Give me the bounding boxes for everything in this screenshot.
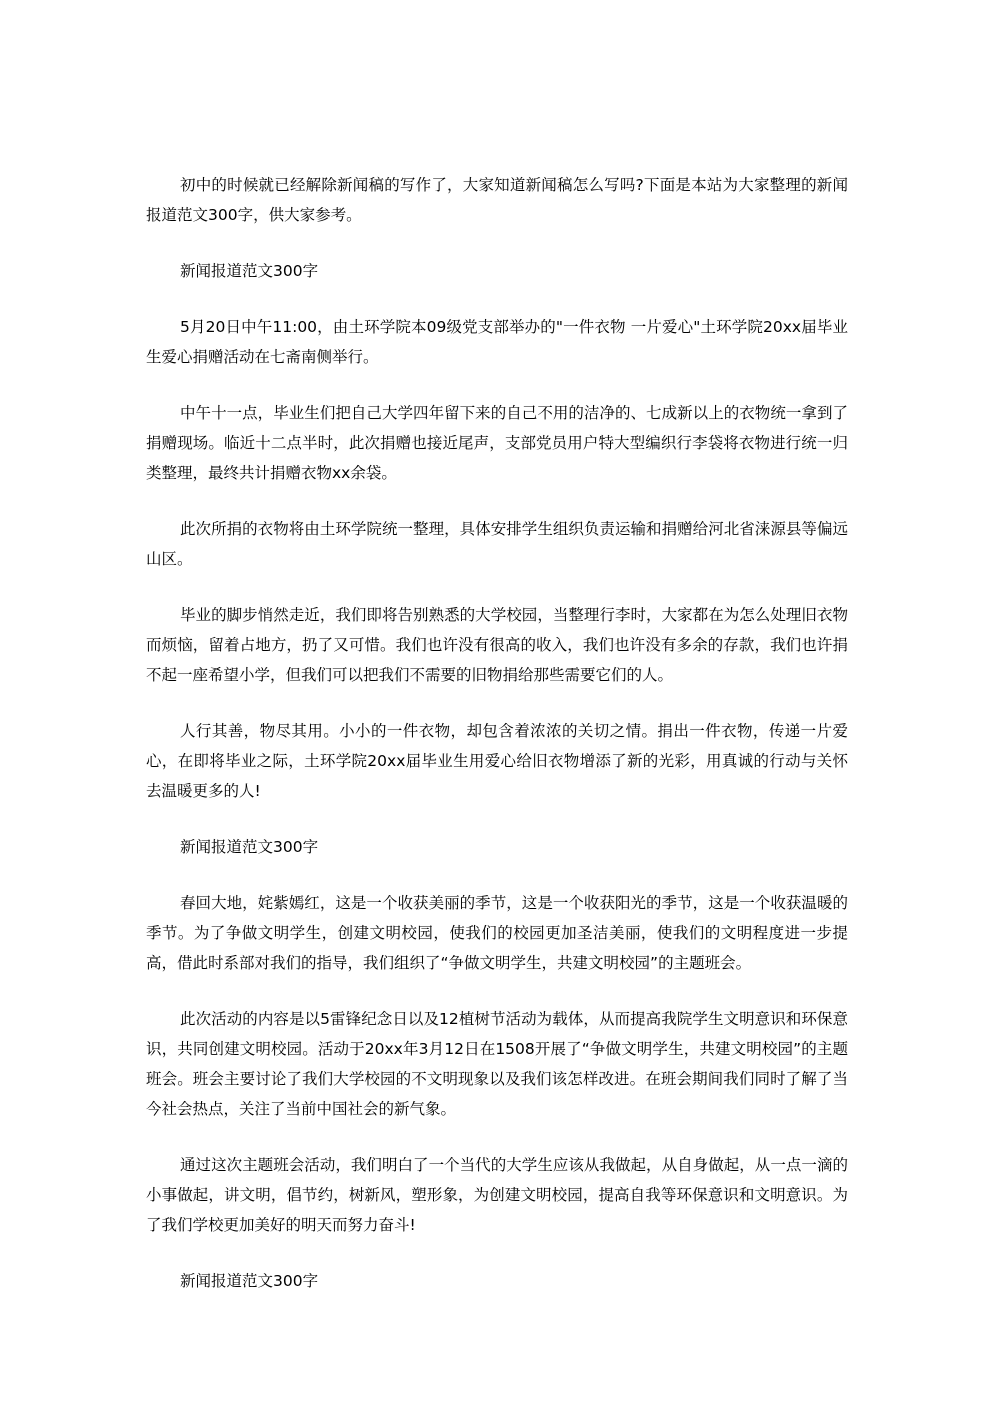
body-paragraph: 中午十一点，毕业生们把自己大学四年留下来的自己不用的洁净的、七成新以上的衣物统一拿到了捐赠现场。临近十二点半时，此次捐赠也接近尾声，支部党员用户特大型编织行李袋将衣物进行统一归类整理，最终共计捐赠衣物xx余袋。 [146, 404, 848, 482]
document-body [146, 170, 848, 1322]
section-heading: 新闻报道范文300字 [180, 838, 319, 856]
body-paragraph: 毕业的脚步悄然走近，我们即将告别熟悉的大学校园，当整理行李时，大家都在为怎么处理旧衣物而烦恼，留着占地方，扔了又可惜。我们也许没有很高的收入，我们也许没有多余的存款，我们也许捐不起一座希望小学，但我们可以把我们不需要的旧物捐给那些需要它们的人。 [146, 606, 848, 684]
body-paragraph: 人行其善，物尽其用。小小的一件衣物，却包含着浓浓的关切之情。捐出一件衣物，传递一片爱心，在即将毕业之际，土环学院20xx届毕业生用爱心给旧衣物增添了新的光彩，用真诚的行动与关怀去温暖更多的人! [146, 722, 848, 800]
body-paragraph: 此次活动的内容是以5雷锋纪念日以及12植树节活动为载体，从而提高我院学生文明意识和环保意识，共同创建文明校园。活动于20xx年3月12日在1508开展了“争做文明学生，共建文明校园”的主题班会。班会主要讨论了我们大学校园的不文明现象以及我们该怎样改进。在班会期间我们同时了解了当今社会热点，关注了当前中国社会的新气象。 [146, 1010, 848, 1118]
body-paragraph: 此次所捐的衣物将由土环学院统一整理，具体安排学生组织负责运输和捐赠给河北省涞源县等偏远山区。 [146, 520, 848, 568]
body-paragraph: 5月20日中午11:00，由土环学院本09级党支部举办的"一件衣物 一片爱心"土环学院20xx届毕业生爱心捐赠活动在七斋南侧举行。 [146, 318, 848, 366]
body-paragraph: 通过这次主题班会活动，我们明白了一个当代的大学生应该从我做起，从自身做起，从一点一滴的小事做起，讲文明，倡节约，树新风，塑形象，为创建文明校园，提高自我等环保意识和文明意识。为了我们学校更加美好的明天而努力奋斗! [146, 1156, 848, 1234]
body-paragraph: 春回大地，姹紫嫣红，这是一个收获美丽的季节，这是一个收获阳光的季节，这是一个收获温暖的季节。为了争做文明学生，创建文明校园，使我们的校园更加圣洁美丽，使我们的文明程度进一步提高，借此时系部对我们的指导，我们组织了“争做文明学生，共建文明校园”的主题班会。 [146, 894, 848, 972]
intro-paragraph: 初中的时候就已经解除新闻稿的写作了，大家知道新闻稿怎么写吗?下面是本站为大家整理的新闻报道范文300字，供大家参考。 [146, 176, 848, 224]
section-heading: 新闻报道范文300字 [180, 262, 319, 280]
section-heading: 新闻报道范文300字 [180, 1272, 319, 1290]
